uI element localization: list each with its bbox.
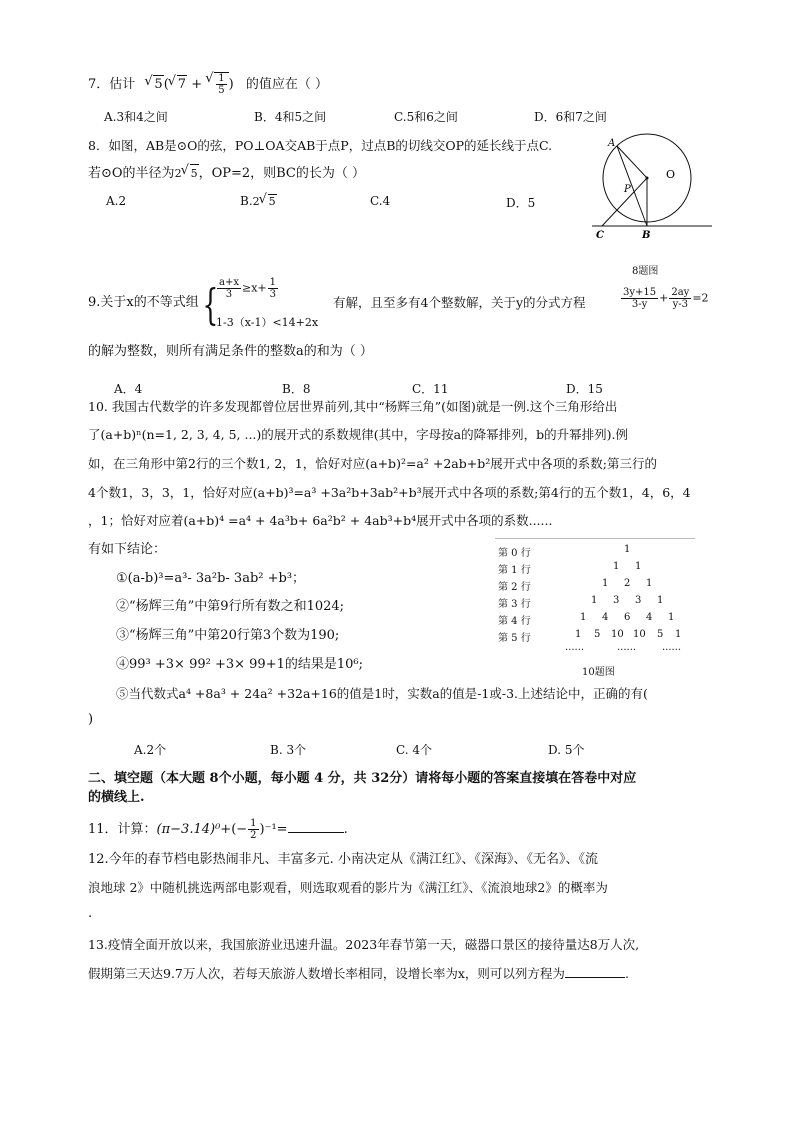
q10-tri-1-1: 1 bbox=[635, 561, 642, 572]
q10-line5: ，1；恰好对应着(a+b)⁴ =a⁴ + 4a³b+ 6a²b² + 4ab³+b⁴展开式中各项的系数...... bbox=[88, 513, 553, 528]
q10-tri-2-0: 1 bbox=[602, 578, 609, 589]
q10-tri-4-2: 6 bbox=[624, 612, 631, 623]
q10-tri-2-1: 2 bbox=[624, 578, 631, 589]
q8-label-p: P bbox=[624, 184, 631, 195]
q10-tri-2-2: 1 bbox=[646, 578, 653, 589]
q13-end: . bbox=[624, 966, 629, 981]
q10-option-d: D. 5个 bbox=[548, 743, 585, 757]
q11-plus: +(− bbox=[220, 822, 248, 837]
q8-option-a: A.2 bbox=[106, 194, 127, 208]
q8-caption: 8题图 bbox=[632, 266, 659, 277]
q10-line1: 10. 我国古代数学的许多发现都曾位居世界前列,其中“杨辉三角”(如图)就是一例.这个三角形给出 bbox=[88, 399, 618, 414]
q8-line2-b: ，OP=2，则BC的长为（ ） bbox=[198, 166, 366, 181]
q12-line3: . bbox=[88, 906, 93, 921]
q9-option-d: D．15 bbox=[566, 382, 603, 396]
q10-row-label-4: 第 4 行 bbox=[498, 616, 531, 627]
q10-tri-dots-3: ...... bbox=[662, 642, 682, 653]
q9-ineq1-rden: 3 bbox=[269, 289, 276, 300]
q8-label-b: B bbox=[642, 230, 651, 241]
q8-label-c: C bbox=[596, 230, 604, 241]
q10-tri-dots-2: ...... bbox=[617, 642, 637, 653]
q11-tail: )⁻¹= bbox=[259, 822, 288, 837]
q9-eq-den1: 3-y bbox=[631, 299, 648, 310]
section2-heading-line2: 的横线上. bbox=[88, 790, 145, 805]
q9-option-b: B．8 bbox=[282, 382, 311, 396]
q7-sqrt5: √ 5 bbox=[153, 75, 163, 94]
q7-paren-open: ( bbox=[163, 77, 169, 92]
q11-line bbox=[88, 818, 348, 841]
q7-suffix: 的值应在（ ） bbox=[245, 77, 328, 92]
q10-row-label-5: 第 5 行 bbox=[498, 633, 531, 644]
q11-frac-den: 2 bbox=[250, 830, 257, 841]
q9-eq-num1: 3y+15 bbox=[623, 287, 657, 298]
q10-tri-5-5: 1 bbox=[675, 629, 682, 640]
q10-line4: 4个数1，3，3，1，恰好对应(a+b)³=a³ +3a²b+3ab²+b³展开式中各项的系数;第4行的五个数1，4，6，4 bbox=[88, 485, 691, 500]
q10-tri-4-3: 4 bbox=[646, 612, 653, 623]
q10-tri-1-0: 1 bbox=[613, 561, 620, 572]
q9-option-c: C．11 bbox=[412, 382, 449, 396]
q9-ineq1-rfrac bbox=[268, 277, 278, 300]
q10-conclusion-5-end: ) bbox=[88, 712, 94, 727]
q7-option-c: C.5和6之间 bbox=[394, 110, 458, 124]
q9-eq-plus: + bbox=[659, 291, 669, 305]
q11-frac bbox=[248, 818, 258, 841]
q10-caption: 10题图 bbox=[582, 667, 615, 678]
q8-line2 bbox=[88, 164, 365, 183]
q9-ineq1-den: 3 bbox=[225, 289, 233, 300]
q8-label-o: O bbox=[666, 168, 676, 181]
q12-line2: 浪地球 2》中随机挑选两部电影观看，则选取观看的影片为《满江红》、《流浪地球2》的概率为 bbox=[88, 880, 608, 895]
q7-line bbox=[88, 72, 328, 96]
q8-label-a: A bbox=[608, 138, 616, 149]
q10-line3: 如，在三角形中第2行的三个数1, 2，1，恰好对应(a+b)²=a² +2ab+b²展开式中各项的系数;第三行的 bbox=[88, 456, 657, 471]
q10-tri-dots-1: ...... bbox=[565, 642, 585, 653]
q10-tri-3-0: 1 bbox=[591, 595, 598, 606]
q9-brace: { bbox=[202, 280, 219, 329]
q9-eq-rhs: =2 bbox=[692, 291, 709, 305]
q7-frac-den: 5 bbox=[218, 85, 225, 96]
q9-middle: 有解，且至多有4个整数解，关于y的分式方程 bbox=[333, 295, 586, 310]
q10-tri-5-1: 5 bbox=[594, 629, 601, 640]
q7-prefix: 7．估计 bbox=[88, 77, 136, 92]
section2-heading-line1: 二、填空题（本大题 8个小题，每小题 4 分，共 32分）请将每小题的答案直接填在答卷中对应 bbox=[88, 771, 637, 786]
q9-eq-den2: y-3 bbox=[672, 299, 689, 310]
q10-tri-3-1: 3 bbox=[613, 595, 620, 606]
q7-sqrt7: √ 7 bbox=[177, 75, 187, 94]
q8-figure bbox=[590, 132, 716, 244]
q9-ineq1-rnum: 1 bbox=[269, 277, 276, 288]
q9-ineq1-mid: ≥x+ bbox=[241, 281, 267, 295]
q9-ineq1-frac bbox=[217, 277, 241, 300]
q7-option-b: B．4和5之间 bbox=[254, 110, 327, 124]
q8-line2-a: 若⊙O的半径为 bbox=[88, 166, 175, 181]
q10-figure-top-rule bbox=[495, 538, 695, 540]
q8-option-b-label: B. bbox=[240, 194, 253, 208]
q7-option-a: A.3和4之间 bbox=[104, 110, 168, 124]
q8-option-b-coef: 2 bbox=[252, 195, 260, 208]
q8-option-c: C.4 bbox=[370, 194, 391, 208]
q10-tri-4-1: 4 bbox=[602, 612, 609, 623]
q9-eq-frac2 bbox=[669, 287, 691, 310]
q10-conclusion-4: ④99³ +3× 99² +3× 99+1的结果是10⁶; bbox=[116, 657, 363, 672]
q13-line2-text: 假期第三天达9.7万人次，若每天旅游人数增长率相同，设增长率为x，则可以列方程为 bbox=[88, 966, 565, 981]
q7-option-d: D．6和7之间 bbox=[534, 110, 607, 124]
q11-frac-num: 1 bbox=[250, 818, 257, 829]
q7-plus: + bbox=[187, 77, 207, 92]
q10-tri-5-2: 10 bbox=[611, 629, 624, 640]
q11-pi-part: (π−3.14)⁰ bbox=[156, 822, 221, 837]
q7-frac-num: √ 1 bbox=[218, 73, 225, 84]
q7-sqrt-frac bbox=[214, 72, 228, 96]
q11-end: . bbox=[343, 822, 348, 837]
q13-line2 bbox=[88, 965, 629, 983]
q9-prefix: 9.关于x的不等式组 bbox=[88, 295, 199, 310]
q9-ineq1 bbox=[216, 277, 279, 300]
q8-option-b-sqrt: √ 5 bbox=[268, 194, 277, 208]
q8-option-d: D．5 bbox=[506, 196, 536, 210]
q9-option-a: A．4 bbox=[114, 382, 143, 396]
q10-line2: 了(a+b)ⁿ(n=1, 2, 3, 4, 5, ...)的展开式的系数规律(其中，字母按a的降幂排列，b的升幂排列).例 bbox=[88, 427, 628, 442]
q9-ineq2: 1-3（x-1）<14+2x bbox=[216, 316, 319, 329]
q10-row-label-3: 第 3 行 bbox=[498, 599, 531, 610]
q8-radius-sqrt: √ 5 bbox=[190, 164, 199, 183]
q8-center-dot bbox=[646, 177, 649, 180]
q10-option-a: A.2个 bbox=[134, 743, 167, 757]
q10-conclusion-2: ②“杨辉三角”中第9行所有数之和1024; bbox=[116, 599, 345, 614]
q11-prefix: 11．计算： bbox=[88, 822, 157, 837]
q8-line1: 8．如图，AB是⊙O的弦，PO⊥OA交AB于点P，过点B的切线交OP的延长线于点C. bbox=[88, 138, 553, 153]
q8-radius-oa bbox=[617, 146, 647, 178]
q12-line1: 12.今年的春节档电影热闹非凡、丰富多元. 小南决定从《满江红》、《深海》、《无名》、《流 bbox=[88, 852, 598, 867]
q13-answer-blank[interactable] bbox=[565, 965, 625, 978]
q9-equation bbox=[620, 287, 709, 310]
q11-answer-blank[interactable] bbox=[288, 820, 344, 833]
q9-line2: 的解为整数，则所有满足条件的整数a的和为（ ） bbox=[88, 344, 373, 359]
q10-conclusion-5: ⑤当代数式a⁴ +8a³ + 24a² +32a+16的值是1时，实数a的值是-1或-3.上述结论中，正确的有( bbox=[116, 686, 648, 701]
q8-option-b bbox=[240, 194, 277, 208]
q9-eq-frac1 bbox=[621, 287, 658, 310]
q10-tri-5-0: 1 bbox=[575, 629, 582, 640]
q10-conclusion-1: ①(a-b)³=a³- 3a²b- 3ab² +b³； bbox=[116, 571, 306, 586]
q10-conclusion-3: ③“杨辉三角”中第20行第3个数为190; bbox=[116, 628, 340, 643]
q9-ineq1-num: a+x bbox=[219, 277, 239, 288]
q10-tri-5-3: 10 bbox=[633, 629, 646, 640]
q10-intro: 有如下结论： bbox=[88, 542, 167, 557]
q10-tri-3-3: 1 bbox=[657, 595, 664, 606]
q7-paren-close: ) bbox=[228, 77, 234, 92]
q10-row-label-1: 第 1 行 bbox=[498, 565, 531, 576]
q10-tri-0-0: 1 bbox=[624, 544, 631, 555]
q10-row-label-2: 第 2 行 bbox=[498, 582, 531, 593]
q10-tri-4-0: 1 bbox=[580, 612, 587, 623]
q10-option-c: C. 4个 bbox=[396, 743, 433, 757]
q10-tri-3-2: 3 bbox=[635, 595, 642, 606]
q8-radius-coef: 2 bbox=[174, 167, 182, 180]
q7-frac bbox=[216, 73, 226, 96]
q10-option-b: B. 3个 bbox=[270, 743, 307, 757]
q10-tri-4-4: 1 bbox=[668, 612, 675, 623]
q10-tri-5-4: 5 bbox=[657, 629, 664, 640]
q13-line1: 13.疫情全面开放以来，我国旅游业迅速升温。2023年春节第一天，磁器口景区的接待量达8万人次, bbox=[88, 937, 640, 952]
q9-eq-num2: 2ay bbox=[671, 287, 690, 298]
q10-row-label-0: 第 0 行 bbox=[498, 548, 531, 559]
